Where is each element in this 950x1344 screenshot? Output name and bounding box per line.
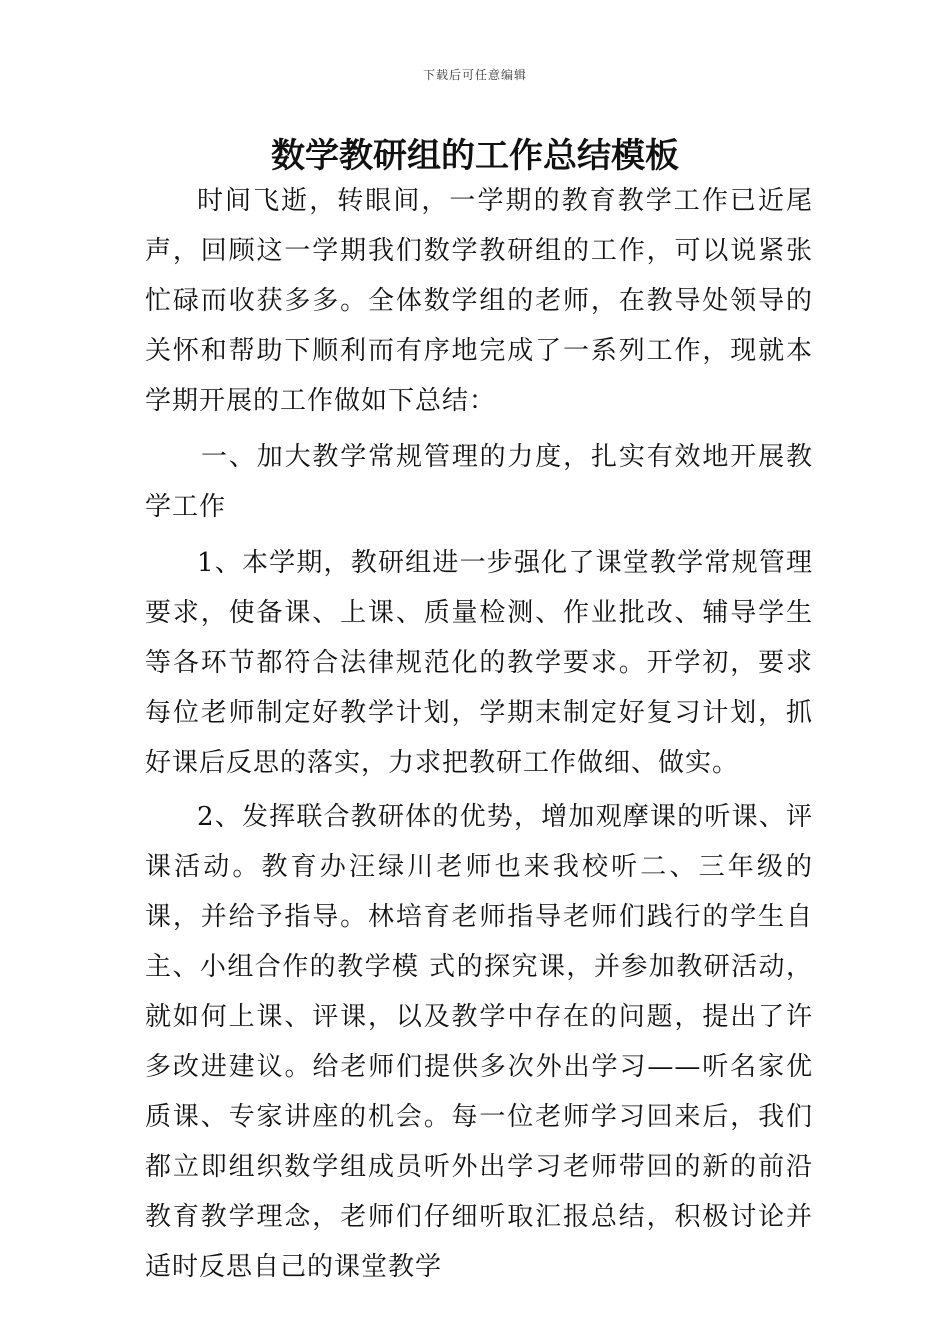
section-heading-1: 一、加大教学常规管理的力度，扎实有效地开展教学工作 <box>145 442 813 522</box>
document-title: 数学教研组的工作总结模板 <box>271 136 679 176</box>
intro-paragraph: 时间飞逝，转眼间，一学期的教育教学工作已近尾声，回顾这一学期我们数学教研组的工作，可以说紧张忙碌而收获多多。全体数学组的老师，在教导处领导的关怀和帮助下顺利而有序地完成了一系列工作，现就本学期开展的工作做如下总结： <box>145 186 813 416</box>
document-body <box>145 176 813 1292</box>
header-note: 下载后可任意编辑 <box>422 68 527 82</box>
list-item-1: 1、本学期，教研组进一步强化了课堂教学常规管理要求，使备课、上课、质量检测、作业批改、辅导学生等各环节都符合法律规范化的教学要求。开学初，要求每位老师制定好教学计划，学期末制定好复习计划，抓好课后反思的落实，力求把教研工作做细、做实。 <box>145 548 813 778</box>
list-item-2: 2、发挥联合教研体的优势，增加观摩课的听课、评课活动。教育办汪绿川老师也来我校听二、三年级的课，并给予指导。林培育老师指导老师们践行的学生自主、小组合作的教学模 式的探究课，并参加教研活动，就如何上课、评课，以及教学中存在的问题，提出了许多改进建议。给老师们提供多次外出学习——听名家优质课、专家讲座的机会。每一位老师学习回来后，我们都立即组织数学组成员听外出学习老师带回的新的前沿教育教学理念，老师们仔细听取汇报总结，积极讨论并适时反思自己的课堂教学 <box>145 802 813 1282</box>
